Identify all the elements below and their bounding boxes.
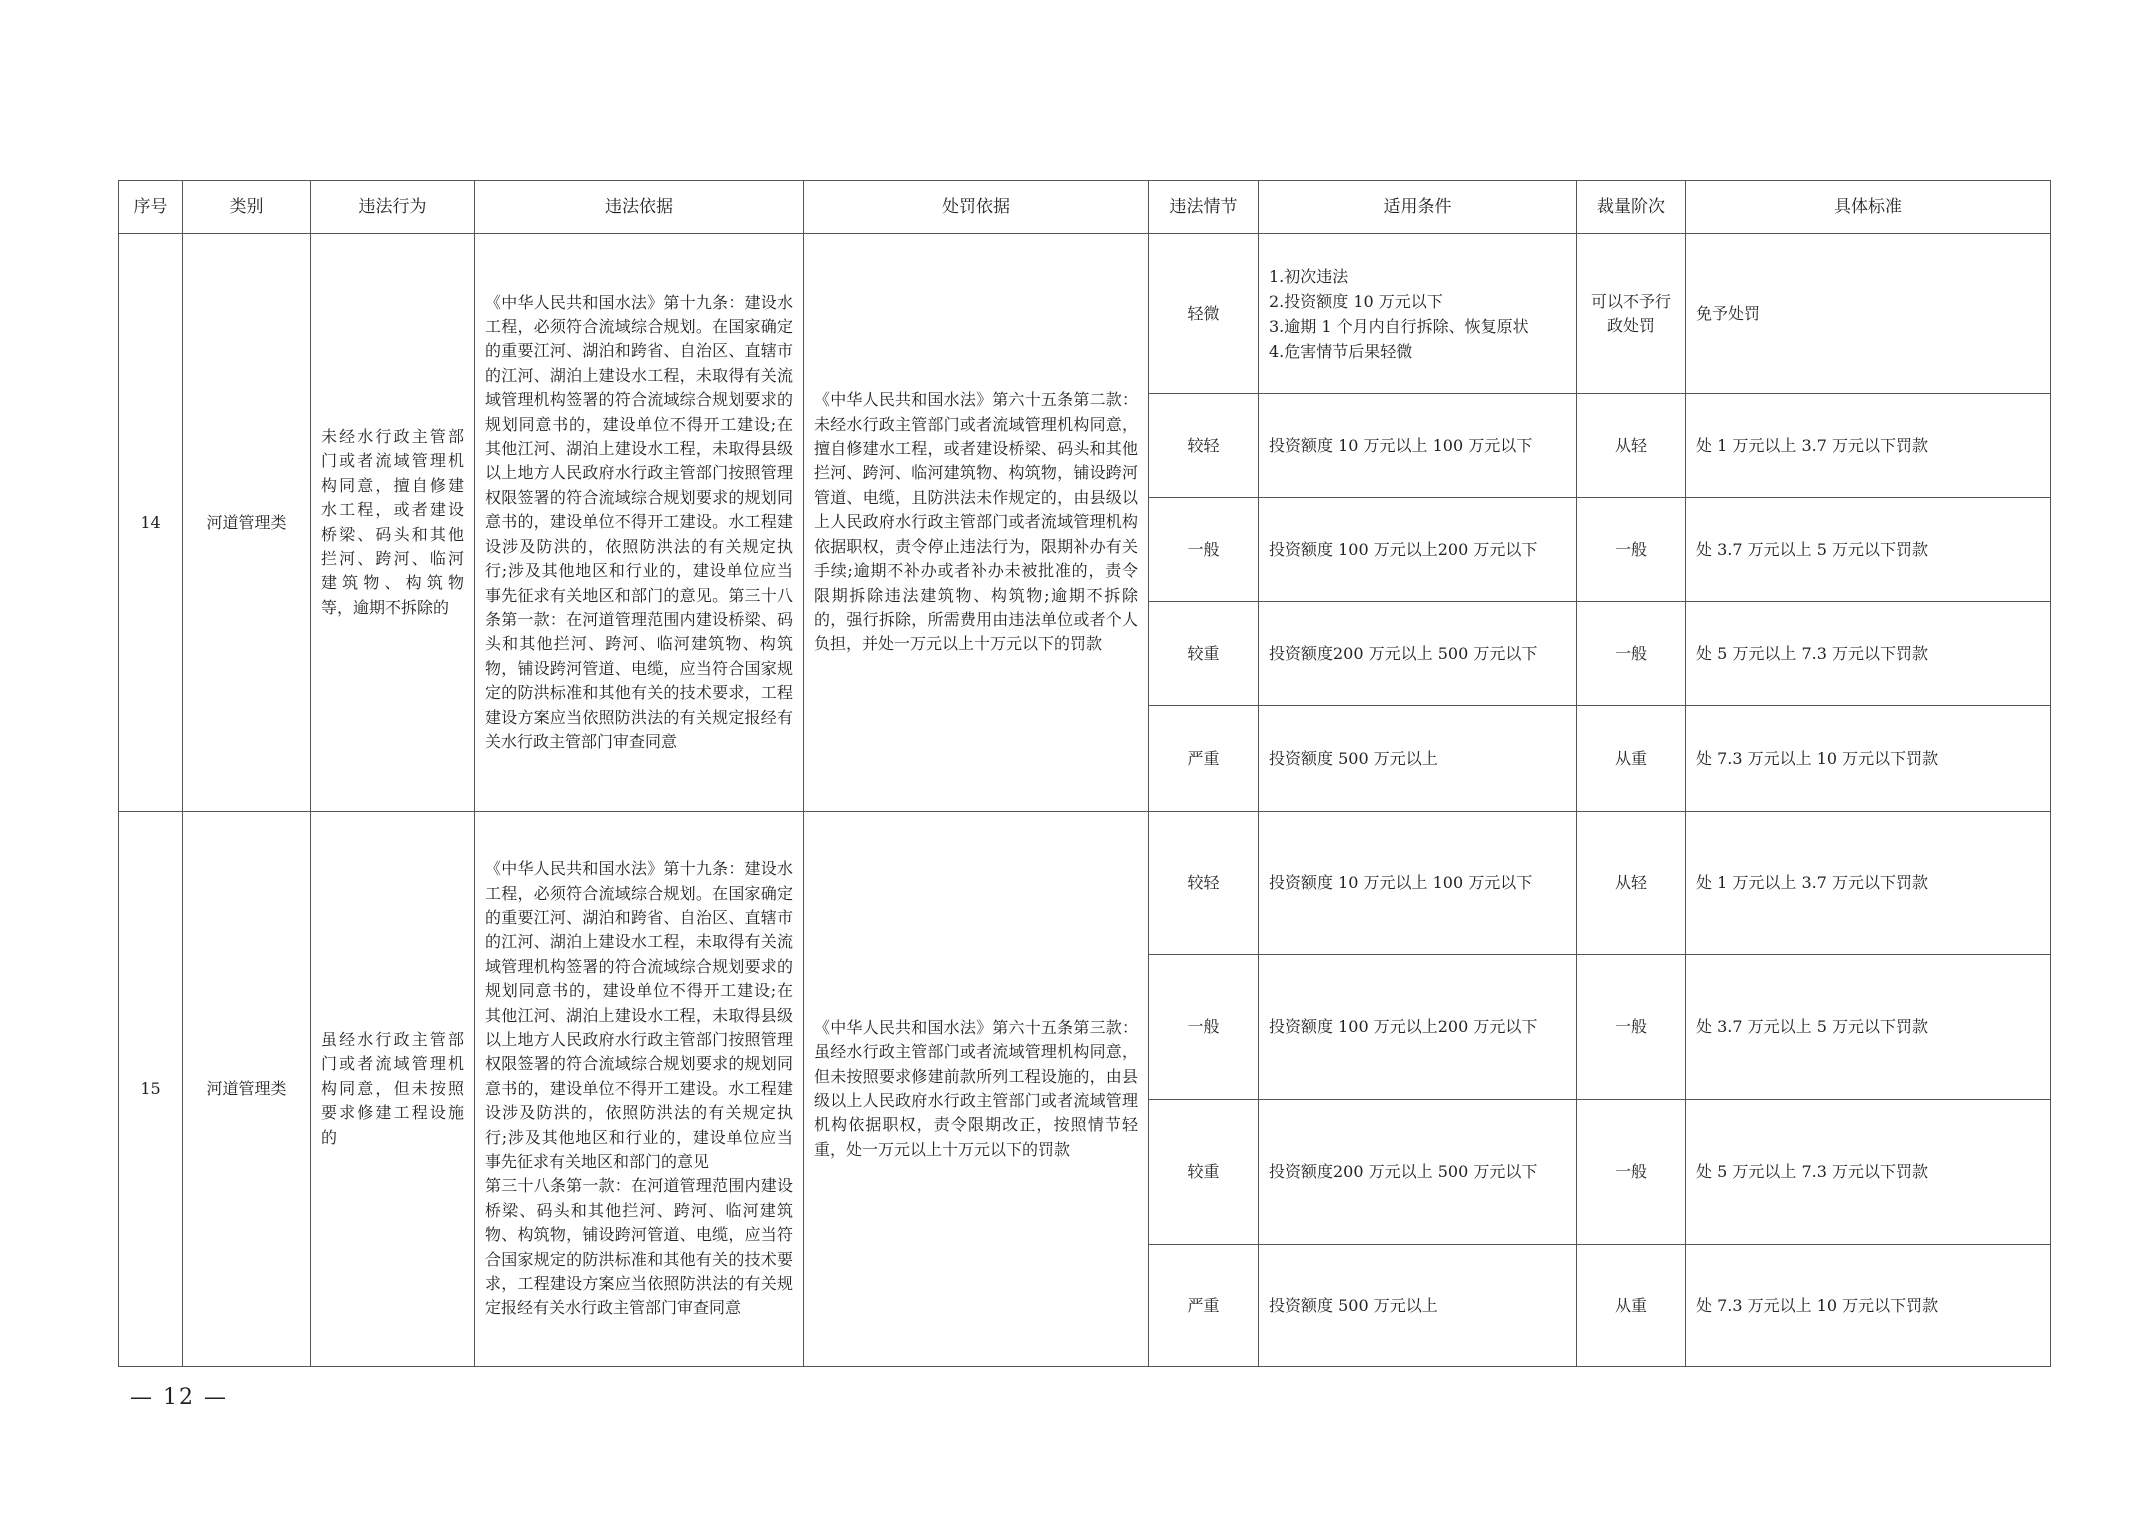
item-behavior: 未经水行政主管部门或者流域管理机构同意，擅自修建水工程，或者建设桥梁、码头和其他拦河、跨河、临河建筑物、构筑物等，逾期不拆除的 xyxy=(311,234,475,812)
item-category: 河道管理类 xyxy=(183,812,311,1367)
level-severity: 一般 xyxy=(1149,955,1259,1100)
level-condition: 投资额度200 万元以上 500 万元以下 xyxy=(1259,602,1577,706)
level-tier: 一般 xyxy=(1577,1100,1686,1245)
level-standard: 处 5 万元以上 7.3 万元以下罚款 xyxy=(1686,1100,2051,1245)
level-standard: 免予处罚 xyxy=(1686,234,2051,394)
level-condition: 投资额度 100 万元以上200 万元以下 xyxy=(1259,498,1577,602)
level-condition: 投资额度 100 万元以上200 万元以下 xyxy=(1259,955,1577,1100)
table-row xyxy=(119,812,2051,955)
header-standard: 具体标准 xyxy=(1686,181,2051,234)
level-severity: 较轻 xyxy=(1149,394,1259,498)
level-tier: 一般 xyxy=(1577,955,1686,1100)
level-severity: 一般 xyxy=(1149,498,1259,602)
level-condition: 投资额度 500 万元以上 xyxy=(1259,1245,1577,1367)
item-behavior: 虽经水行政主管部门或者流域管理机构同意，但未按照要求修建工程设施的 xyxy=(311,812,475,1367)
level-standard: 处 7.3 万元以上 10 万元以下罚款 xyxy=(1686,1245,2051,1367)
header-category: 类别 xyxy=(183,181,311,234)
level-tier: 从轻 xyxy=(1577,812,1686,955)
header-tier: 裁量阶次 xyxy=(1577,181,1686,234)
level-standard: 处 3.7 万元以上 5 万元以下罚款 xyxy=(1686,955,2051,1100)
item-penalty-basis: 《中华人民共和国水法》第六十五条第三款：虽经水行政主管部门或者流域管理机构同意，但未按照要求修建前款所列工程设施的，由县级以上人民政府水行政主管部门或者流域管理机构依据职权，责令限期改正，按照情节轻重，处一万元以上十万元以下的罚款 xyxy=(804,812,1149,1367)
level-tier: 从重 xyxy=(1577,706,1686,812)
level-standard: 处 1 万元以上 3.7 万元以下罚款 xyxy=(1686,394,2051,498)
level-severity: 轻微 xyxy=(1149,234,1259,394)
header-severity: 违法情节 xyxy=(1149,181,1259,234)
level-standard: 处 3.7 万元以上 5 万元以下罚款 xyxy=(1686,498,2051,602)
level-condition: 投资额度 10 万元以上 100 万元以下 xyxy=(1259,812,1577,955)
level-severity: 严重 xyxy=(1149,706,1259,812)
header-behavior: 违法行为 xyxy=(311,181,475,234)
level-tier: 从重 xyxy=(1577,1245,1686,1367)
level-standard: 处 5 万元以上 7.3 万元以下罚款 xyxy=(1686,602,2051,706)
header-legal-basis: 违法依据 xyxy=(475,181,804,234)
level-condition: 投资额度 500 万元以上 xyxy=(1259,706,1577,812)
level-standard: 处 7.3 万元以上 10 万元以下罚款 xyxy=(1686,706,2051,812)
discretion-standards-table xyxy=(118,180,2051,1367)
item-legal-basis: 《中华人民共和国水法》第十九条：建设水工程，必须符合流域综合规划。在国家确定的重要江河、湖泊和跨省、自治区、直辖市的江河、湖泊上建设水工程，未取得有关流域管理机构签署的符合流域综合规划要求的规划同意书的，建设单位不得开工建设;在其他江河、湖泊上建设水工程，未取得县级以上地方人民政府水行政主管部门按照管理权限签署的符合流域综合规划要求的规划同意书的，建设单位不得开工建设。水工程建设涉及防洪的，依照防洪法的有关规定执行;涉及其他地区和行业的，建设单位应当事先征求有关地区和部门的意见。第三十八条第一款：在河道管理范围内建设桥梁、码头和其他拦河、跨河、临河建筑物、构筑物，铺设跨河管道、电缆，应当符合国家规定的防洪标准和其他有关的技术要求，工程建设方案应当依照防洪法的有关规定报经有关水行政主管部门审查同意 xyxy=(475,234,804,812)
level-standard: 处 1 万元以上 3.7 万元以下罚款 xyxy=(1686,812,2051,955)
level-condition: 投资额度200 万元以上 500 万元以下 xyxy=(1259,1100,1577,1245)
level-severity: 较轻 xyxy=(1149,812,1259,955)
header-penalty-basis: 处罚依据 xyxy=(804,181,1149,234)
item-category: 河道管理类 xyxy=(183,234,311,812)
table-row xyxy=(119,234,2051,394)
level-tier: 从轻 xyxy=(1577,394,1686,498)
item-number: 14 xyxy=(119,234,183,812)
item-legal-basis: 《中华人民共和国水法》第十九条：建设水工程，必须符合流域综合规划。在国家确定的重要江河、湖泊和跨省、自治区、直辖市的江河、湖泊上建设水工程，未取得有关流域管理机构签署的符合流域综合规划要求的规划同意书的，建设单位不得开工建设;在其他江河、湖泊上建设水工程，未取得县级以上地方人民政府水行政主管部门按照管理权限签署的符合流域综合规划要求的规划同意书的，建设单位不得开工建设。水工程建设涉及防洪的，依照防洪法的有关规定执行;涉及其他地区和行业的，建设单位应当事先征求有关地区和部门的意见 第三十八条第一款：在河道管理范围内建设桥梁、码头和其他拦河、跨河、临河建筑物、构筑物，铺设跨河管道、电缆，应当符合国家规定的防洪标准和其他有关的技术要求，工程建设方案应当依照防洪法的有关规定报经有关水行政主管部门审查同意 xyxy=(475,812,804,1367)
item-number: 15 xyxy=(119,812,183,1367)
level-severity: 较重 xyxy=(1149,1100,1259,1245)
level-tier: 一般 xyxy=(1577,498,1686,602)
level-tier: 一般 xyxy=(1577,602,1686,706)
level-severity: 较重 xyxy=(1149,602,1259,706)
item-penalty-basis: 《中华人民共和国水法》第六十五条第二款：未经水行政主管部门或者流域管理机构同意，擅自修建水工程，或者建设桥梁、码头和其他拦河、跨河、临河建筑物、构筑物，铺设跨河管道、电缆，且防洪法未作规定的，由县级以上人民政府水行政主管部门或者流域管理机构依据职权，责令停止违法行为，限期补办有关手续;逾期不补办或者补办未被批准的，责令限期拆除违法建筑物、构筑物;逾期不拆除的，强行拆除，所需费用由违法单位或者个人负担，并处一万元以上十万元以下的罚款 xyxy=(804,234,1149,812)
level-tier: 可以不予行政处罚 xyxy=(1577,234,1686,394)
level-condition: 1.初次违法 2.投资额度 10 万元以下 3.逾期 1 个月内自行拆除、恢复原状 4.危害情节后果轻微 xyxy=(1259,234,1577,394)
header-no: 序号 xyxy=(119,181,183,234)
level-severity: 严重 xyxy=(1149,1245,1259,1367)
page-number: — 12 — xyxy=(130,1385,228,1410)
level-condition: 投资额度 10 万元以上 100 万元以下 xyxy=(1259,394,1577,498)
header-condition: 适用条件 xyxy=(1259,181,1577,234)
header-row xyxy=(119,181,2051,234)
